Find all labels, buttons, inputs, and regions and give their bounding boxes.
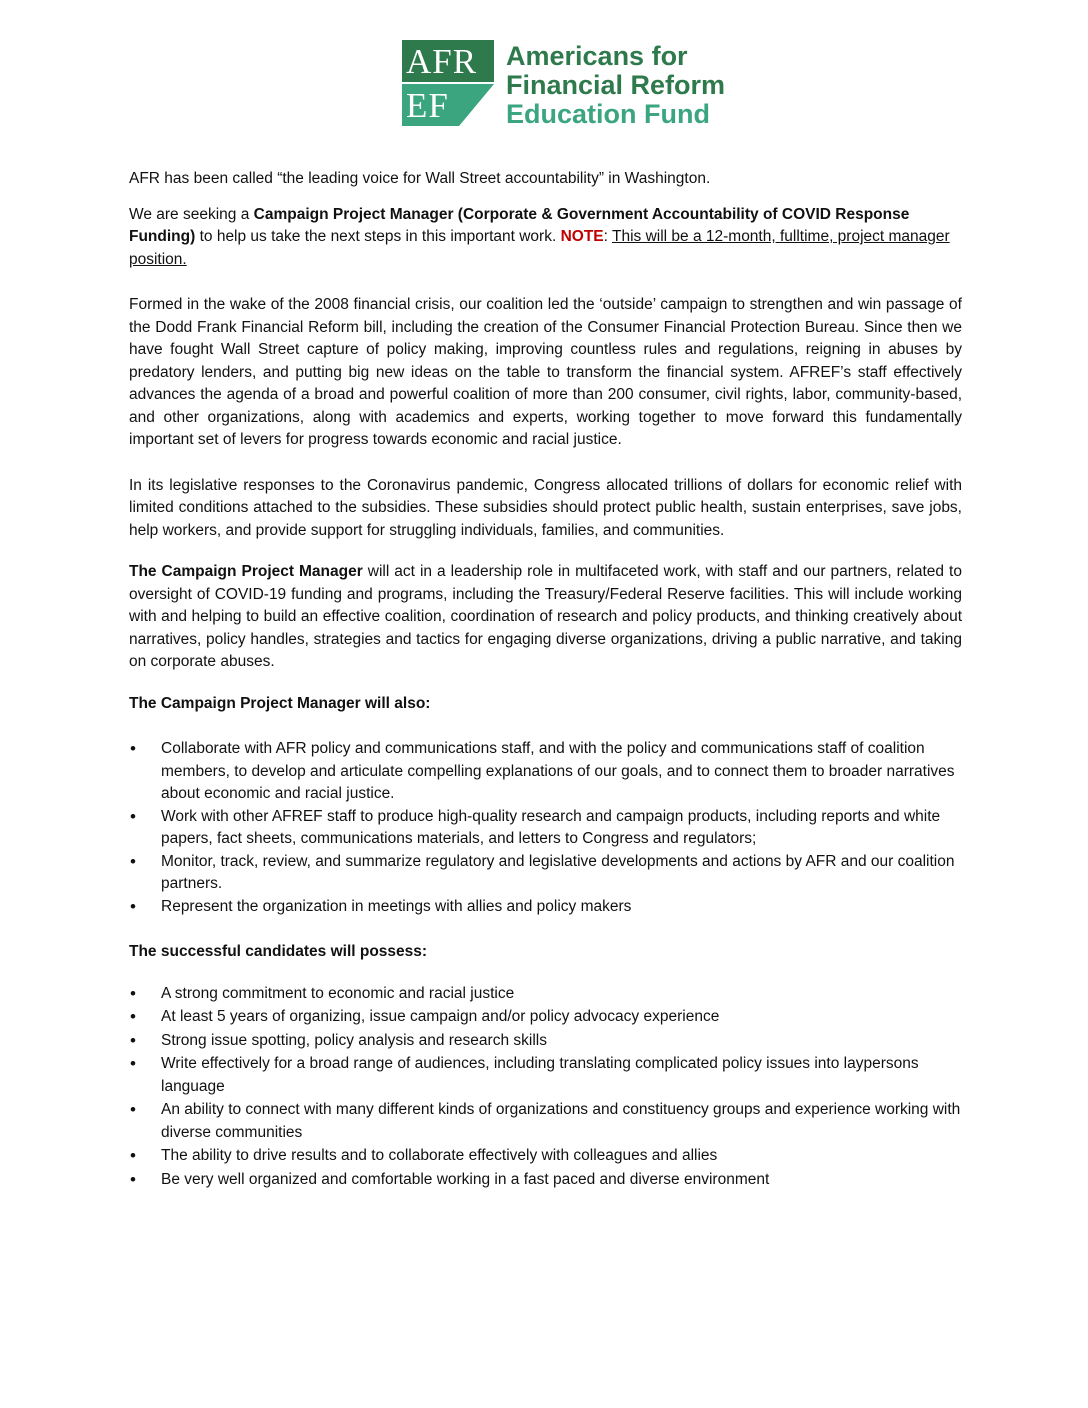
possess-heading: The successful candidates will possess:: [129, 943, 428, 960]
also-heading: The Campaign Project Manager will also:: [129, 694, 431, 712]
list-item: • Work with other AFREF staff to produce high-quality research and campaign products, including reports and white papers, fact sheets, communications materials, and letters to Congress and regulators;: [129, 806, 962, 851]
intro-paragraph: AFR has been called “the leading voice for Wall Street accountability” in Washington.: [129, 170, 711, 187]
list-item: • A strong commitment to economic and racial justice: [129, 983, 962, 1006]
list-item: • An ability to connect with many different kinds of organizations and constituency groups and experience working with diverse communities: [129, 1099, 962, 1144]
logo-mark-ef-text: EF: [406, 86, 449, 125]
role-lead: The Campaign Project Manager: [129, 563, 363, 580]
note-text: This will be a 12-month, fulltime, project manager position.: [129, 228, 950, 268]
list-item: • Be very well organized and comfortable working in a fast paced and diverse environment: [129, 1169, 962, 1192]
history-paragraph: Formed in the wake of the 2008 financial crisis, our coalition led the ‘outside’ campaign to strengthen and win passage of the Dodd Frank Financial Reform bill, including the creation of the Consumer Financial Protection Bureau. Since then we have fought Wall Street capture of policy making, improving countless rules and regulations, reigning in abuses by predatory lenders, and putting big new ideas on the table to transform the financial system. AFREF’s staff effectively advances the agenda of a broad and powerful coalition of more than 200 consumer, civil rights, labor, community-based, and other organizations, along with academics and experts, working together to move forward this fundamentally important set of levers for progress towards economic and racial justice.: [129, 296, 962, 448]
also-list: [129, 738, 962, 918]
list-item: • Monitor, track, review, and summarize regulatory and legislative developments and actions by AFR and our coalition partners.: [129, 851, 962, 896]
seeking-pre: We are seeking a: [129, 205, 254, 223]
list-item: • Represent the organization in meetings with allies and policy makers: [129, 896, 962, 919]
logo-mark: [402, 40, 494, 126]
list-item: • At least 5 years of organizing, issue campaign and/or policy advocacy experience: [129, 1006, 962, 1029]
list-item: • Write effectively for a broad range of audiences, including translating complicated policy issues into laypersons language: [129, 1053, 962, 1098]
seeking-mid: to help us take the next steps in this important work.: [195, 228, 561, 245]
position-title: Campaign Project Manager (Corporate & Government Accountability of COVID Response Funding): [129, 205, 910, 245]
list-item: • Strong issue spotting, policy analysis and research skills: [129, 1030, 962, 1053]
note-label: NOTE: [560, 228, 604, 245]
logo-wordmark: [506, 42, 725, 129]
afref-logo: [402, 40, 742, 132]
role-paragraph: [129, 561, 962, 674]
logo-mark-afr-text: AFR: [406, 42, 478, 81]
logo-line-1: Americans for: [506, 41, 688, 71]
logo-line-3: Education Fund: [506, 99, 710, 129]
list-item: • The ability to drive results and to collaborate effectively with colleagues and allies: [129, 1145, 962, 1168]
seeking-paragraph: [129, 204, 962, 272]
role-text: will act in a leadership role in multifaceted work, with staff and our partners, related to oversight of COVID-19 funding and programs, including the Treasury/Federal Reserve facilities. This will include working with and helping to build an effective coalition, coordination of research and policy products, and thinking creatively about narratives, policy handles, strategies and tactics for engaging diverse organizations, driving a public narrative, and taking on corporate abuses.: [129, 563, 962, 670]
logo-line-2: Financial Reform: [506, 70, 726, 100]
list-item: • Collaborate with AFR policy and communications staff, and with the policy and communications staff of coalition members, to develop and articulate compelling explanations of our goals, and to connect them to broader narratives about economic and racial justice.: [129, 738, 962, 806]
document-body: [129, 168, 962, 1192]
possess-list: [129, 983, 962, 1192]
covid-paragraph: In its legislative responses to the Coronavirus pandemic, Congress allocated trillions of dollars for economic relief with limited conditions attached to the subsidies. These subsidies should protect public health, sustain enterprises, save jobs, help workers, and provide support for struggling individuals, families, and communities.: [129, 476, 962, 539]
note-colon: :: [603, 228, 612, 245]
